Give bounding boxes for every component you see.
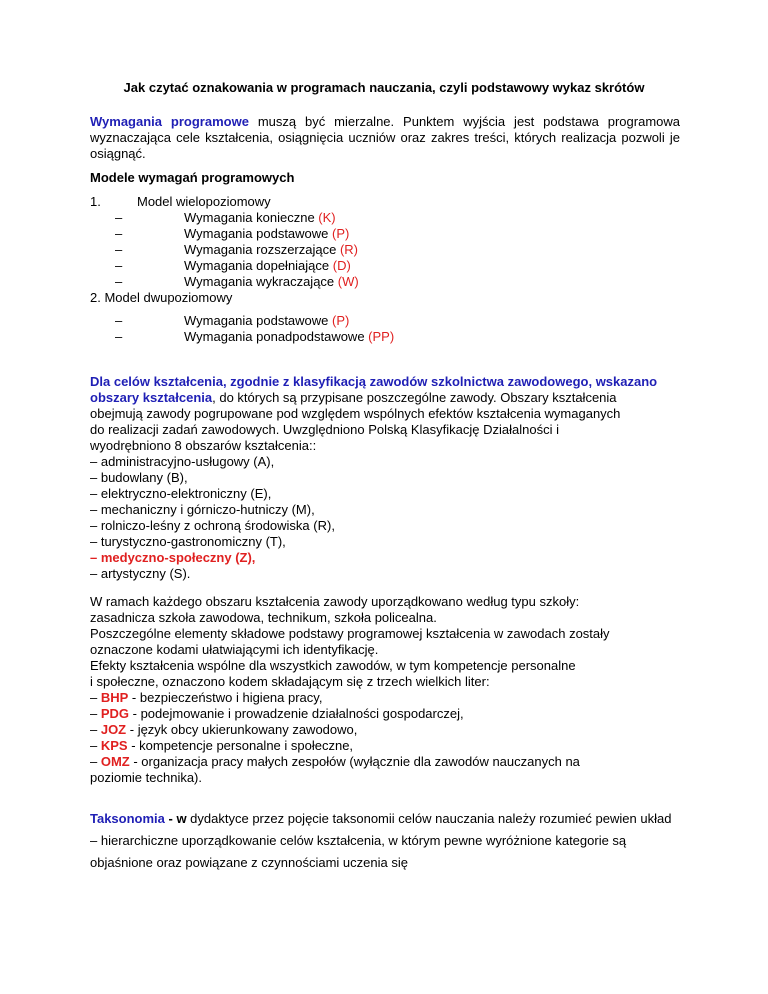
intro-term: Wymagania programowe bbox=[90, 114, 249, 129]
areas-lead-line1: Dla celów kształcenia, zgodnie z klasyfikacją zawodów szkolnictwa zawodowego, wskazano bbox=[90, 374, 658, 389]
requirement-text: Wymagania podstawowe bbox=[184, 226, 333, 241]
dash: – bbox=[115, 258, 123, 273]
model2-heading bbox=[90, 290, 680, 306]
structure-tail: poziomie technika). bbox=[90, 770, 202, 785]
code-label: JOZ bbox=[100, 722, 127, 737]
taxonomy-sep: - w bbox=[164, 811, 187, 826]
taxonomy-line2: – hierarchiczne uporządkowanie celów kształcenia, w którym pewne wyróżnione kategorie są bbox=[90, 833, 627, 848]
structure-line: W ramach każdego obszaru kształcenia zawody uporządkowano według typu szkoły: bbox=[90, 594, 580, 609]
structure-line: zasadnicza szkoła zawodowa, technikum, szkoła policealna. bbox=[90, 610, 437, 625]
requirement-code: (PP) bbox=[368, 329, 395, 344]
code-item: – OMZ - organizacja pracy małych zespołów (wyłącznie dla zawodów nauczanych na bbox=[90, 754, 580, 769]
structure-line: Poszczególne elementy składowe podstawy programowej kształcenia w zawodach zostały bbox=[90, 626, 610, 641]
areas-section bbox=[90, 374, 680, 582]
code-item: – JOZ - język obcy ukierunkowany zawodowo, bbox=[90, 722, 358, 737]
requirement-text: Wymagania dopełniające bbox=[184, 258, 333, 273]
model1-number: 1. bbox=[90, 194, 101, 209]
code-label: OMZ bbox=[100, 754, 130, 769]
requirement-code: (W) bbox=[337, 274, 359, 289]
list-item: – budowlany (B), bbox=[90, 470, 188, 485]
page-title: Jak czytać oznakowania w programach nauczania, czyli podstawowy wykaz skrótów bbox=[123, 80, 645, 95]
requirement-text: Wymagania rozszerzające bbox=[184, 242, 340, 257]
list-item bbox=[90, 329, 680, 345]
list-item bbox=[90, 226, 680, 242]
taxonomy-line1: dydaktyce przez pojęcie taksonomii celów nauczania należy rozumieć pewien układ bbox=[186, 811, 672, 826]
intro-text: muszą być mierzalne. Punktem wyjścia jest podstawa programowa wyznaczająca cele kształcenia, osiągnięcia uczniów oraz zakres treści, których realizacja pozwoli je osiągnąć. bbox=[90, 114, 680, 161]
requirement-text: Wymagania podstawowe bbox=[184, 313, 333, 328]
requirement-text: Wymagania ponadpodstawowe bbox=[184, 329, 369, 344]
dash: – bbox=[115, 226, 123, 241]
model1-list bbox=[90, 194, 680, 306]
list-item: – administracyjno-usługowy (A), bbox=[90, 454, 275, 469]
requirement-code: (R) bbox=[339, 242, 358, 257]
list-item bbox=[90, 210, 680, 226]
structure-line: oznaczone kodami ułatwiającymi ich identyfikację. bbox=[90, 642, 379, 657]
model1-label: Model wielopoziomowy bbox=[137, 194, 271, 209]
structure-line: i społeczne, oznaczono kodem składającym się z trzech wielkich liter: bbox=[90, 674, 490, 689]
areas-rest-line2: , do których są przypisane poszczególne zawody. Obszary kształcenia bbox=[212, 390, 617, 405]
code-item: – BHP - bezpieczeństwo i higiena pracy, bbox=[90, 690, 323, 705]
taxonomy-section bbox=[90, 808, 680, 874]
requirement-code: (P) bbox=[332, 226, 350, 241]
requirement-text: Wymagania wykraczające bbox=[184, 274, 338, 289]
requirement-code: (K) bbox=[318, 210, 336, 225]
model1-heading bbox=[90, 194, 680, 210]
areas-line: wyodrębniono 8 obszarów kształcenia:: bbox=[90, 438, 317, 453]
structure-line: Efekty kształcenia wspólne dla wszystkich zawodów, w tym kompetencje personalne bbox=[90, 658, 576, 673]
dash: – bbox=[115, 274, 123, 289]
dash: – bbox=[115, 329, 123, 344]
list-item bbox=[90, 274, 680, 290]
list-item: – mechaniczny i górniczo-hutniczy (M), bbox=[90, 502, 315, 517]
dash: – bbox=[115, 242, 123, 257]
intro-paragraph bbox=[90, 114, 680, 162]
list-item-highlighted: – medyczno-społeczny (Z), bbox=[90, 550, 256, 565]
list-item bbox=[90, 242, 680, 258]
code-label: BHP bbox=[100, 690, 129, 705]
areas-line: obejmują zawody pogrupowane pod względem wspólnych efektów kształcenia wymaganych bbox=[90, 406, 621, 421]
model2-list bbox=[90, 313, 680, 345]
list-item bbox=[90, 258, 680, 274]
models-heading: Modele wymagań programowych bbox=[90, 170, 295, 185]
list-item: – artystyczny (S). bbox=[90, 566, 191, 581]
code-item: – KPS - kompetencje personalne i społeczne, bbox=[90, 738, 354, 753]
structure-section bbox=[90, 594, 680, 786]
dash: – bbox=[115, 313, 123, 328]
code-label: KPS bbox=[100, 738, 128, 753]
taxonomy-line3: objaśnione oraz powiązane z czynnościami uczenia się bbox=[90, 855, 408, 870]
model2-label: 2. Model dwupoziomowy bbox=[90, 290, 233, 305]
taxonomy-term: Taksonomia bbox=[90, 811, 165, 826]
list-item bbox=[90, 313, 680, 329]
code-label: PDG bbox=[100, 706, 130, 721]
requirement-code: (D) bbox=[332, 258, 351, 273]
areas-line: do realizacji zadań zawodowych. Uwzględniono Polską Klasyfikację Działalności i bbox=[90, 422, 559, 437]
requirement-text: Wymagania konieczne bbox=[184, 210, 319, 225]
dash: – bbox=[115, 210, 123, 225]
requirement-code: (P) bbox=[332, 313, 350, 328]
list-item: – rolniczo-leśny z ochroną środowiska (R), bbox=[90, 518, 335, 533]
list-item: – turystyczno-gastronomiczny (T), bbox=[90, 534, 286, 549]
areas-lead-line2: obszary kształcenia bbox=[90, 390, 213, 405]
list-item: – elektryczno-elektroniczny (E), bbox=[90, 486, 272, 501]
code-item: – PDG - podejmowanie i prowadzenie działalności gospodarczej, bbox=[90, 706, 464, 721]
